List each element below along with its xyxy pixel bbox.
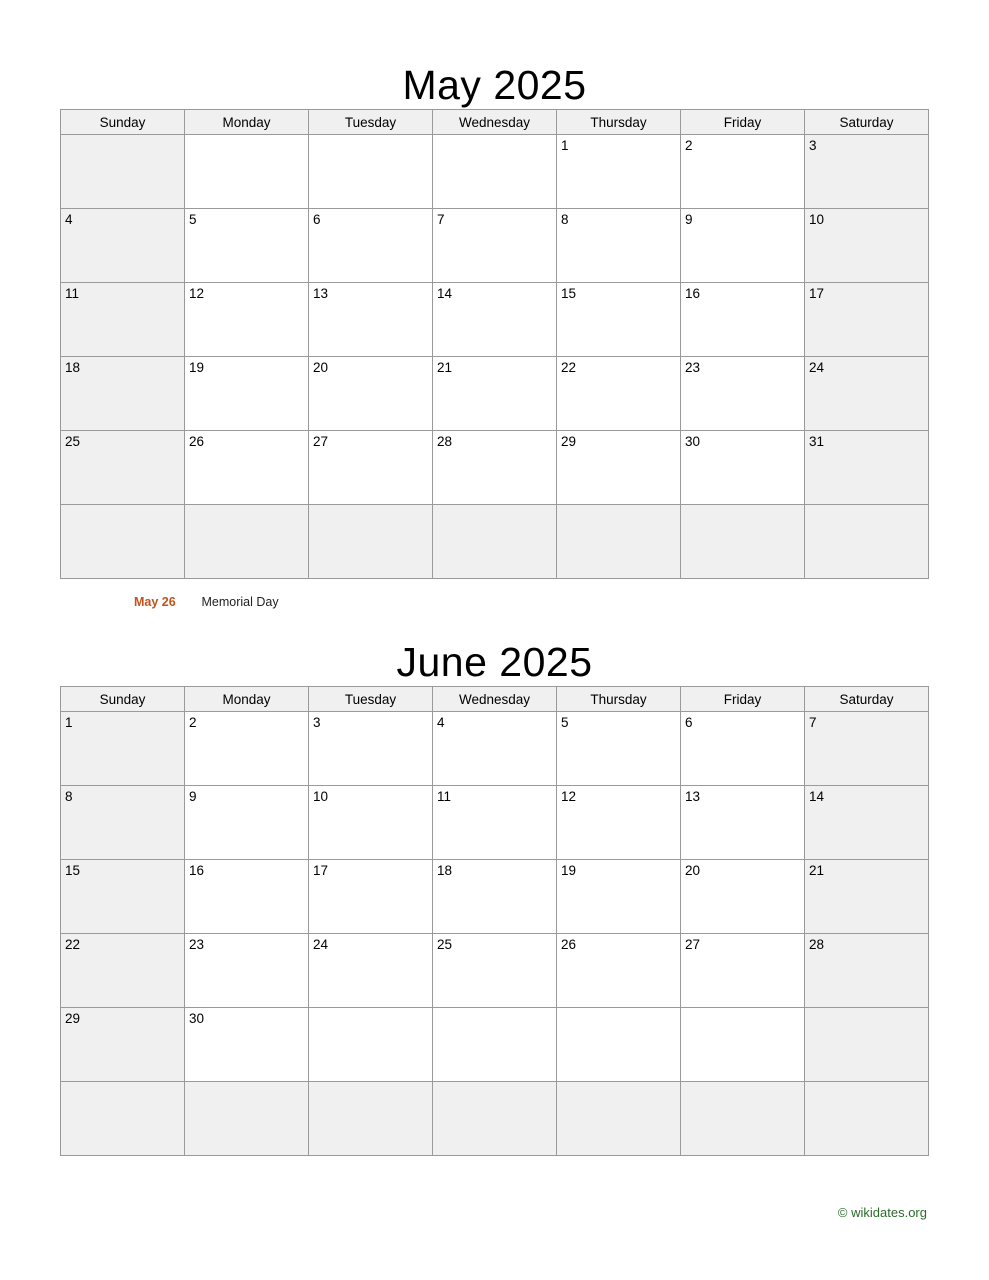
day-cell[interactable]: 21 <box>433 357 557 431</box>
day-cell[interactable]: 17 <box>805 283 929 357</box>
weekday-header-tuesday: Tuesday <box>309 687 433 712</box>
weekday-header-monday: Monday <box>185 687 309 712</box>
day-cell[interactable]: 26 <box>557 934 681 1008</box>
day-cell[interactable]: 28 <box>433 431 557 505</box>
day-cell[interactable]: 27 <box>309 431 433 505</box>
weekday-header-friday: Friday <box>681 687 805 712</box>
calendar-table-may <box>60 109 929 579</box>
day-cell[interactable]: 8 <box>61 786 185 860</box>
day-cell[interactable] <box>309 505 433 579</box>
day-cell[interactable]: 22 <box>61 934 185 1008</box>
weekday-header-row <box>61 110 929 135</box>
weekday-header-sunday: Sunday <box>61 687 185 712</box>
day-cell[interactable] <box>805 1082 929 1156</box>
day-cell[interactable]: 4 <box>61 209 185 283</box>
day-cell[interactable]: 17 <box>309 860 433 934</box>
day-cell[interactable]: 20 <box>681 860 805 934</box>
table-row <box>61 357 929 431</box>
day-cell[interactable] <box>681 1082 805 1156</box>
day-cell[interactable]: 20 <box>309 357 433 431</box>
table-row <box>61 786 929 860</box>
day-cell[interactable]: 11 <box>433 786 557 860</box>
day-cell[interactable] <box>681 505 805 579</box>
day-cell[interactable] <box>185 135 309 209</box>
table-row <box>61 209 929 283</box>
weekday-header-monday: Monday <box>185 110 309 135</box>
day-cell[interactable]: 12 <box>185 283 309 357</box>
day-cell[interactable]: 25 <box>433 934 557 1008</box>
table-row <box>61 1082 929 1156</box>
day-cell[interactable]: 14 <box>805 786 929 860</box>
day-cell[interactable]: 28 <box>805 934 929 1008</box>
table-row <box>61 712 929 786</box>
day-cell[interactable] <box>557 1082 681 1156</box>
day-cell[interactable]: 27 <box>681 934 805 1008</box>
day-cell[interactable]: 3 <box>309 712 433 786</box>
weekday-header-thursday: Thursday <box>557 687 681 712</box>
holiday-date: May 26 <box>134 595 176 609</box>
day-cell[interactable] <box>61 505 185 579</box>
day-cell[interactable]: 22 <box>557 357 681 431</box>
day-cell[interactable]: 10 <box>309 786 433 860</box>
table-row <box>61 431 929 505</box>
weekday-header-saturday: Saturday <box>805 687 929 712</box>
day-cell[interactable]: 9 <box>185 786 309 860</box>
table-row <box>61 283 929 357</box>
month-block-may <box>0 0 989 609</box>
weekday-header-wednesday: Wednesday <box>433 687 557 712</box>
june-title-wrapper <box>0 609 989 686</box>
day-cell[interactable]: 25 <box>61 431 185 505</box>
day-cell[interactable]: 26 <box>185 431 309 505</box>
table-row <box>61 1008 929 1082</box>
day-cell[interactable] <box>433 1008 557 1082</box>
day-cell[interactable] <box>185 505 309 579</box>
day-cell[interactable]: 16 <box>681 283 805 357</box>
day-cell[interactable]: 8 <box>557 209 681 283</box>
day-cell[interactable]: 23 <box>185 934 309 1008</box>
may-title-wrapper <box>0 0 989 109</box>
table-row <box>61 505 929 579</box>
day-cell[interactable] <box>681 1008 805 1082</box>
day-cell[interactable]: 6 <box>681 712 805 786</box>
day-cell[interactable]: 29 <box>61 1008 185 1082</box>
day-cell[interactable]: 15 <box>61 860 185 934</box>
day-cell[interactable]: 5 <box>185 209 309 283</box>
day-cell[interactable]: 13 <box>309 283 433 357</box>
day-cell[interactable] <box>61 1082 185 1156</box>
day-cell[interactable] <box>805 505 929 579</box>
day-cell[interactable]: 15 <box>557 283 681 357</box>
day-cell[interactable]: 24 <box>309 934 433 1008</box>
day-cell[interactable]: 13 <box>681 786 805 860</box>
day-cell[interactable]: 6 <box>309 209 433 283</box>
day-cell[interactable]: 30 <box>185 1008 309 1082</box>
day-cell[interactable]: 3 <box>805 135 929 209</box>
footer-credit[interactable] <box>838 1205 927 1220</box>
holiday-name: Memorial Day <box>201 595 279 609</box>
day-cell[interactable]: 11 <box>61 283 185 357</box>
day-cell[interactable] <box>309 1008 433 1082</box>
day-cell[interactable] <box>433 1082 557 1156</box>
weekday-header-thursday: Thursday <box>557 110 681 135</box>
page-title-may: May 2025 <box>402 62 587 108</box>
copyright-icon: © <box>837 1205 848 1220</box>
weekday-header-friday: Friday <box>681 110 805 135</box>
table-row <box>61 860 929 934</box>
day-cell[interactable] <box>433 135 557 209</box>
day-cell[interactable]: 7 <box>805 712 929 786</box>
weekday-header-wednesday: Wednesday <box>433 110 557 135</box>
calendar-table-june <box>60 686 929 1156</box>
day-cell[interactable]: 10 <box>805 209 929 283</box>
day-cell[interactable]: 31 <box>805 431 929 505</box>
footer-site-link[interactable]: wikidates.org <box>851 1205 927 1220</box>
day-cell[interactable]: 18 <box>433 860 557 934</box>
day-cell[interactable] <box>185 1082 309 1156</box>
day-cell[interactable]: 9 <box>681 209 805 283</box>
weekday-header-saturday: Saturday <box>805 110 929 135</box>
day-cell[interactable] <box>309 135 433 209</box>
day-cell[interactable] <box>805 1008 929 1082</box>
day-cell[interactable]: 14 <box>433 283 557 357</box>
day-cell[interactable]: 16 <box>185 860 309 934</box>
day-cell[interactable]: 24 <box>805 357 929 431</box>
day-cell[interactable]: 12 <box>557 786 681 860</box>
table-row <box>61 934 929 1008</box>
day-cell[interactable]: 4 <box>433 712 557 786</box>
day-cell[interactable]: 30 <box>681 431 805 505</box>
day-cell[interactable]: 23 <box>681 357 805 431</box>
day-cell[interactable]: 18 <box>61 357 185 431</box>
day-cell[interactable]: 19 <box>557 860 681 934</box>
weekday-header-sunday: Sunday <box>61 110 185 135</box>
day-cell[interactable]: 7 <box>433 209 557 283</box>
weekday-header-row <box>61 687 929 712</box>
day-cell[interactable] <box>309 1082 433 1156</box>
day-cell[interactable]: 29 <box>557 431 681 505</box>
weekday-header-tuesday: Tuesday <box>309 110 433 135</box>
day-cell[interactable]: 2 <box>681 135 805 209</box>
day-cell[interactable] <box>433 505 557 579</box>
day-cell[interactable]: 1 <box>61 712 185 786</box>
month-block-june <box>0 609 989 1156</box>
day-cell[interactable] <box>557 1008 681 1082</box>
holiday-list-may <box>0 579 989 609</box>
day-cell[interactable]: 1 <box>557 135 681 209</box>
day-cell[interactable] <box>61 135 185 209</box>
day-cell[interactable]: 5 <box>557 712 681 786</box>
day-cell[interactable] <box>557 505 681 579</box>
day-cell[interactable]: 19 <box>185 357 309 431</box>
table-row <box>61 135 929 209</box>
page-title-june: June 2025 <box>396 639 593 685</box>
day-cell[interactable]: 21 <box>805 860 929 934</box>
day-cell[interactable]: 2 <box>185 712 309 786</box>
